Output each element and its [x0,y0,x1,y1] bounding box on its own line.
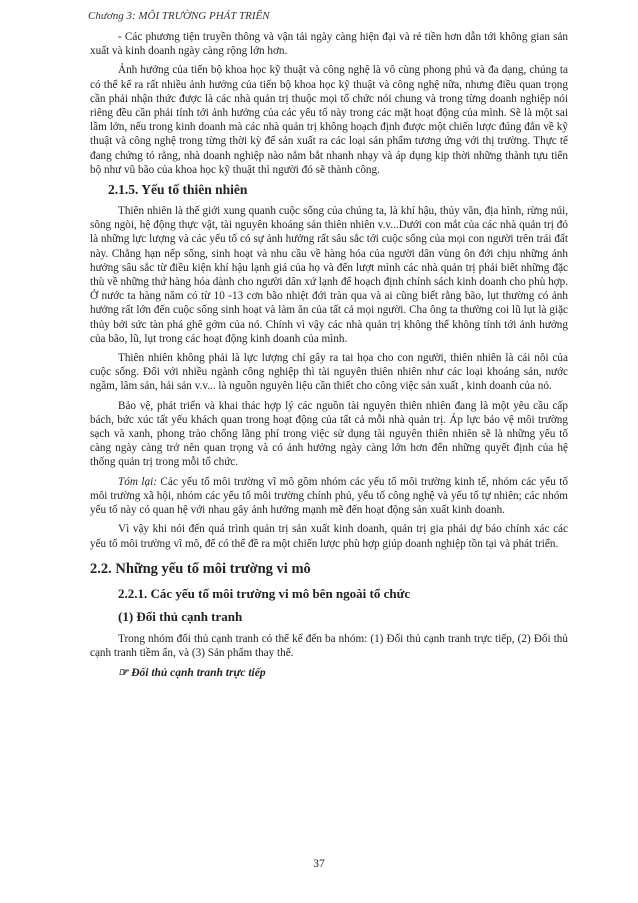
chapter-header: Chương 3: MÔI TRƯỜNG PHÁT TRIỂN [88,10,270,22]
page-number: 37 [313,858,325,870]
heading-direct-competitors [118,665,568,679]
paragraph-nature-cradle: Thiên nhiên không phải là lực lượng chỉ gây ra tai họa cho con người, thiên nhiên là cái nôi của cuộc sống. Đối với nhiều ngành công nghiệp thì tài nguyên thiên nhiên như các loại khoáng sản, nước ngầm, lâm sản, hải sản v.v... là nguồn nguyên liệu cần thiết cho công việc sản xuất , kinh doanh của nó. [90,352,568,393]
paragraph-competitor-groups: Trong nhóm đối thủ cạnh tranh có thể kể đến ba nhóm: (1) Đối thủ cạnh tranh trực tiếp, (2) Đối thủ cạnh tranh tiềm ẩn, và (3) Sản phẩm thay thế. [90,632,568,659]
heading-competitors: (1) Đối thủ cạnh tranh [118,608,243,624]
paragraph-tech-impact: Ảnh hưởng của tiến bộ khoa học kỹ thuật và công nghệ là vô cùng phong phú và đa dạng, chúng ta có thể kể ra rất nhiều ảnh hưởng của tiến bộ khoa học kỹ thuật và công nghệ nữa, nhưng điều quan trọng cần phải nhận thức được là các nhà quản trị thuộc mọi tổ chức nói chung và trong từng doanh nghiệp nói riêng đều cần phải tính tới ảnh hưởng của các yếu tố này trong các mặt hoạt động của mình. Sẽ là một sai lầm lớn, nếu trong kinh doanh mà các nhà quản trị không hoạch định được một chiến lược đúng đắn về kỹ thuật và công nghệ trong từng thời kỳ để sản xuất ra các loại sản phẩm tương ứng với thị trường. Thực tế đang chứng tỏ rằng, nhà doanh nghiệp nào nắm bắt nhanh nhạy và áp dụng kịp thời những thành tựu tiến bộ như vũ bão của khoa học kỹ thuật thì người đó sẽ thành công. [90,64,568,176]
summary-label: Tóm lại: [118,475,157,488]
heading-natural-factor: 2.1.5. Yếu tố thiên nhiên [108,182,248,198]
direct-competitors-label: Đối thủ cạnh tranh trực tiếp [131,667,266,680]
paragraph-transport: - Các phương tiện truyền thông và vận tải ngày càng hiện đại và rẻ tiền hơn dẫn tới không gian sản xuất và kinh doanh ngày càng rộng lớn hơn. [90,31,568,58]
paragraph-summary [90,475,568,518]
hand-pointer-icon: ☞ [118,667,132,680]
document-body [90,30,568,679]
paragraph-nature-world: Thiên nhiên là thế giới xung quanh cuộc sống của chúng ta, là khí hậu, thủy văn, địa hình, rừng núi, sông ngòi, hệ động thực vật, tài nguyên khoáng sản thiên nhiên v.v...Dưới con mắt của các nhà quản trị đó là những lực lượng và các yếu tố có sự ảnh hưởng rất sâu sắc tới cuộc sống của mọi con người trên trái đất này. Chẳng hạn nếp sống, sinh hoạt và nhu cầu về hàng hóa của người dân vùng ôn đới chịu những ảnh hưởng sâu sắc từ điều kiện khí hậu lạnh giá của họ và đến lượt mình các nhà quản trị phải biết những đặc thù về những thứ hàng hóa dành cho người dân xứ lạnh để hoạch định chính sách kinh doanh cho phù hợp. Ở nước ta hàng năm có từ 10 -13 cơn bão nhiệt đới tràn qua và ai cũng biết rằng bão, lụt thường có ảnh hưởng rất lớn đến cuộc sống sinh hoạt và làm ăn của tất cả mọi người. Cha ông ta thường coi lũ lụt là giặc thủy bởi sức tàn phá ghê gớm của nó. Chính vì vậy các nhà quản trị không thể không tính tới ảnh hưởng của bão, lũ, lụt trong các hoạt động kinh doanh của mình. [90,205,568,345]
heading-micro-environment: 2.2. Những yếu tố môi trường vi mô [90,560,311,577]
paragraph-conclusion: Vì vậy khi nói đến quá trình quản trị sản xuất kinh doanh, quản trị gia phải dự báo chính xác các yếu tố môi trường vĩ mô, để có thể đề ra một chiến lược phù hợp giúp doanh nghiệp tồn tại và phát triển. [90,523,568,550]
heading-external-micro: 2.2.1. Các yếu tố môi trường vi mô bên ngoài tổ chức [118,585,411,601]
summary-text: Các yếu tố môi trường vĩ mô gồm nhóm các yếu tố môi trường kinh tế, nhóm các yếu tố môi trường xã hội, nhóm các yếu tố môi trường chính phủ, yếu tố công nghệ và yếu tố tự nhiên; các nhóm yếu tố này có quan hệ với nhau gây ảnh hưởng mạnh mẽ đến hoạt động sản xuất kinh doanh. [90,475,568,517]
paragraph-protection: Bảo vệ, phát triển và khai thác hợp lý các nguồn tài nguyên thiên nhiên đang là một yêu cầu cấp bách, bức xúc tất yếu khách quan trong hoạt động của tất cả mỗi nhà quản trị. Áp lực bảo vệ môi trường sạch và xanh, phong trào chống lãng phí trong việc sử dụng tài nguyên thiên nhiên sẽ là những yếu tố càng ngày càng trở nên quan trọng và có ảnh hưởng ngày càng lớn hơn đến những quyết định của hệ thống quản trị trong mỗi tổ chức. [90,399,568,469]
